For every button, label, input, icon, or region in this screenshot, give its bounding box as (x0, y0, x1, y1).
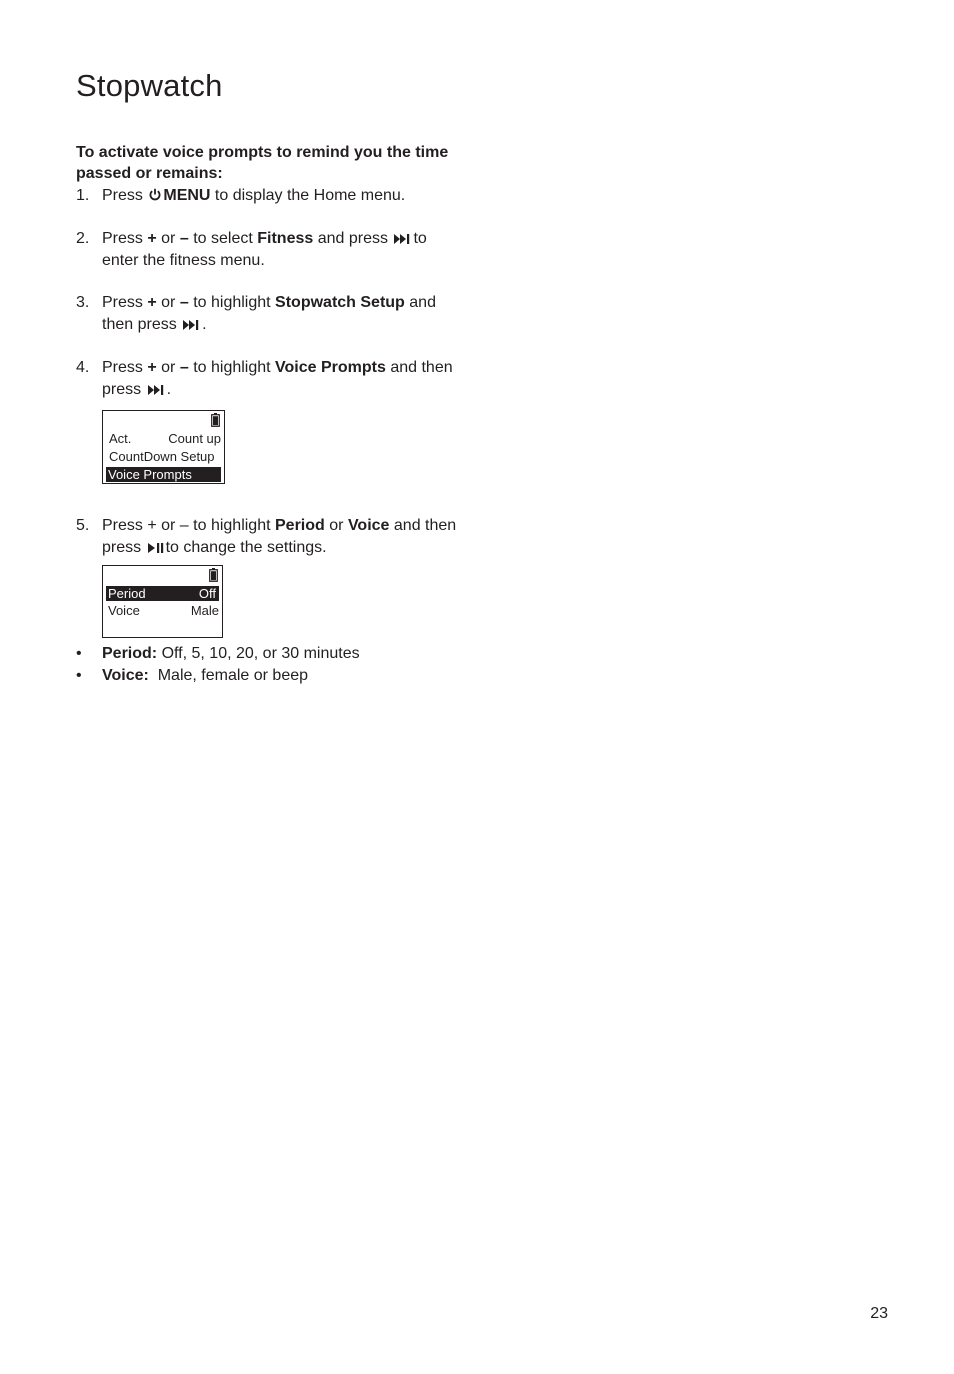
option-label: Period: (102, 645, 158, 662)
stopwatch-setup-label: Stopwatch Setup (275, 294, 405, 311)
minus-key: – (179, 359, 189, 376)
step-4: 4. Press + or – to highlight Voice Prompts and then press . (76, 359, 453, 398)
screen-row-selected: Voice Prompts (106, 467, 221, 482)
voice-label: Voice (347, 517, 390, 534)
step-3: 3. Press + or – to highlight Stopwatch Setup and then press . (76, 294, 436, 333)
step-number: 1. (76, 187, 90, 204)
play-pause-icon (148, 543, 164, 553)
screen-row: Act. Count up (109, 431, 221, 446)
options-list (76, 643, 476, 687)
skip-forward-icon (148, 385, 165, 395)
power-icon (149, 188, 161, 201)
skip-forward-icon (394, 234, 411, 244)
device-screen-period-voice (102, 565, 223, 638)
fitness-label: Fitness (257, 230, 314, 247)
plus-key: + (147, 294, 157, 311)
plus-key: + (147, 230, 157, 247)
step-5: 5. Press + or – to highlight Period or Voice and then press to change the settings. (76, 517, 457, 556)
list-item: • Period: Off, 5, 10, 20, or 30 minutes (76, 645, 360, 662)
page-number: 23 (870, 1305, 888, 1322)
battery-icon (211, 413, 220, 427)
period-label: Period (275, 517, 325, 534)
option-values: Male, female or beep (157, 667, 309, 684)
device-screen-voice-prompts (102, 410, 225, 484)
option-values: Off, 5, 10, 20, or 30 minutes (161, 645, 360, 662)
option-label: Voice: (102, 667, 149, 684)
plus-key: + (147, 359, 157, 376)
list-item: • Voice: Male, female or beep (76, 667, 309, 684)
screen-row-selected: Period Off (106, 586, 219, 601)
screen-row: CountDown Setup (109, 449, 215, 464)
menu-key: MENU (163, 187, 211, 204)
minus-key: – (179, 230, 189, 247)
step-1: 1. Press MENU to display the Home menu. (76, 185, 466, 207)
step-number: 4. (76, 359, 90, 376)
skip-forward-icon (183, 320, 200, 330)
step-number: 2. (76, 230, 90, 247)
page-title: Stopwatch (76, 68, 223, 103)
screen-row: Voice Male (108, 603, 219, 618)
step-number: 5. (76, 517, 90, 534)
step-number: 3. (76, 294, 90, 311)
step-2: 2. Press + or – to select Fitness and press to enter the fitness menu. (76, 230, 427, 269)
battery-icon (209, 568, 218, 582)
minus-key: – (179, 294, 189, 311)
intro-heading: To activate voice prompts to remind you the time passed or remains: (76, 144, 449, 182)
voice-prompts-label: Voice Prompts (275, 359, 386, 376)
